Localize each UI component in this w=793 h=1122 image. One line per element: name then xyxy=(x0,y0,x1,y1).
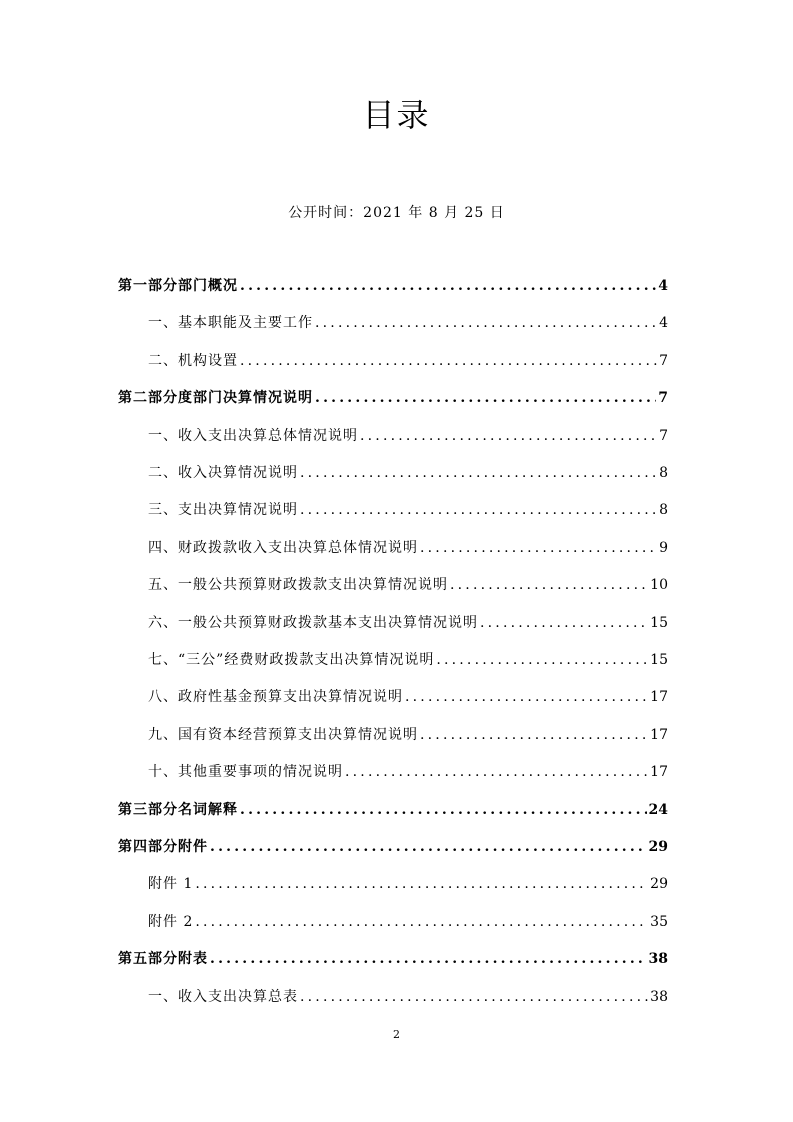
toc-entry-label: 第二部分度部门决算情况说明 xyxy=(118,390,313,407)
toc-entry-label: 附件 2 xyxy=(148,913,194,930)
toc-dot-leader xyxy=(450,573,648,597)
toc-entry-label: 第四部分附件 xyxy=(118,839,208,855)
toc-entry[interactable] xyxy=(148,424,668,448)
toc-entry-label: 二、收入决算情况说明 xyxy=(148,465,298,481)
toc-dot-leader xyxy=(436,648,648,672)
toc-entry[interactable] xyxy=(148,648,668,672)
toc-entry-page: 9 xyxy=(659,539,668,556)
toc-entry[interactable] xyxy=(118,835,668,859)
toc-dot-leader xyxy=(315,386,656,410)
toc-dot-leader xyxy=(405,685,648,709)
toc-entry[interactable] xyxy=(118,947,668,971)
toc-entry-page: 38 xyxy=(648,951,668,968)
toc-dot-leader xyxy=(315,311,657,335)
toc-dot-leader xyxy=(300,985,648,1009)
toc-entry[interactable] xyxy=(148,311,668,335)
toc-entry[interactable] xyxy=(148,573,668,597)
toc-entry[interactable] xyxy=(118,386,668,410)
toc-entry[interactable] xyxy=(148,536,668,560)
toc-entry[interactable] xyxy=(118,798,668,822)
toc-entry-label: 三、支出决算情况说明 xyxy=(148,502,298,519)
toc-dot-leader xyxy=(345,760,648,784)
toc-entry-page: 15 xyxy=(650,652,668,668)
toc-entry-label: 六、一般公共预算财政拨款基本支出决算情况说明 xyxy=(148,614,478,631)
toc-entry-label: 一、基本职能及主要工作 xyxy=(148,315,313,332)
toc-entry[interactable] xyxy=(148,461,668,485)
toc-dot-leader xyxy=(195,910,648,934)
toc-entry-page: 15 xyxy=(650,614,668,631)
toc-dot-leader xyxy=(240,274,656,298)
toc-entry-page: 4 xyxy=(658,278,668,294)
toc-dot-leader xyxy=(195,872,648,896)
publish-date: 公开时间：2021 年 8 月 25 日 xyxy=(288,205,505,221)
toc-dot-leader xyxy=(360,424,657,448)
toc-entry-page: 29 xyxy=(648,839,668,855)
toc-entry-page: 17 xyxy=(650,689,668,706)
toc-entry[interactable] xyxy=(148,985,668,1009)
toc-dot-leader xyxy=(300,461,657,485)
toc-entry-page: 17 xyxy=(650,726,668,743)
page-title: 目录 xyxy=(362,96,431,134)
toc-entry-page: 10 xyxy=(650,577,668,594)
toc-entry-label: 第五部分附表 xyxy=(118,951,208,968)
toc-entry[interactable] xyxy=(118,274,668,298)
toc-dot-leader xyxy=(300,498,657,522)
toc-dot-leader xyxy=(240,798,647,822)
toc-entry-label: 七、“三公”经费财政拨款支出决算情况说明 xyxy=(148,652,435,668)
toc-entry-page: 4 xyxy=(659,315,668,332)
page-number: 2 xyxy=(393,1028,400,1041)
toc-entry[interactable] xyxy=(148,760,668,784)
toc-entry-label: 附件 1 xyxy=(148,876,194,893)
toc-entry-label: 九、国有资本经营预算支出决算情况说明 xyxy=(148,726,418,743)
toc-entry-label: 四、财政拨款收入支出决算总体情况说明 xyxy=(148,539,418,556)
toc-entry[interactable] xyxy=(148,723,668,747)
toc-entry[interactable] xyxy=(148,872,668,896)
toc-entry[interactable] xyxy=(148,498,668,522)
toc-dot-leader xyxy=(240,349,657,373)
toc-dot-leader xyxy=(420,536,657,560)
toc-entry-page: 35 xyxy=(650,913,668,930)
toc-entry-label: 十、其他重要事项的情况说明 xyxy=(148,764,343,781)
toc-entry-label: 一、收入支出决算总体情况说明 xyxy=(148,427,358,444)
toc-entry-label: 第一部分部门概况 xyxy=(118,278,238,294)
toc-entry-page: 38 xyxy=(650,988,668,1005)
toc-entry-page: 7 xyxy=(658,390,668,407)
toc-entry-label: 二、机构设置 xyxy=(148,352,238,369)
toc-entry-page: 24 xyxy=(648,801,668,818)
toc-entry-page: 29 xyxy=(650,876,668,893)
toc-entry[interactable] xyxy=(148,349,668,373)
toc-entry-page: 17 xyxy=(650,764,668,781)
toc-entry-page: 8 xyxy=(659,465,668,481)
toc-entry-page: 8 xyxy=(659,502,668,519)
toc-entry-label: 五、一般公共预算财政拨款支出决算情况说明 xyxy=(148,577,448,594)
toc-entry-label: 第三部分名词解释 xyxy=(118,801,238,818)
toc-entry-label: 一、收入支出决算总表 xyxy=(148,988,298,1005)
toc-dot-leader xyxy=(480,611,648,635)
toc-dot-leader xyxy=(210,835,647,859)
toc-dot-leader xyxy=(210,947,647,971)
toc-entry-page: 7 xyxy=(659,427,668,444)
toc-entry-page: 7 xyxy=(659,352,668,369)
toc-dot-leader xyxy=(420,723,648,747)
toc-entry-label: 八、政府性基金预算支出决算情况说明 xyxy=(148,689,403,706)
toc-entry[interactable] xyxy=(148,910,668,934)
toc-entry[interactable] xyxy=(148,611,668,635)
toc-entry[interactable] xyxy=(148,685,668,709)
